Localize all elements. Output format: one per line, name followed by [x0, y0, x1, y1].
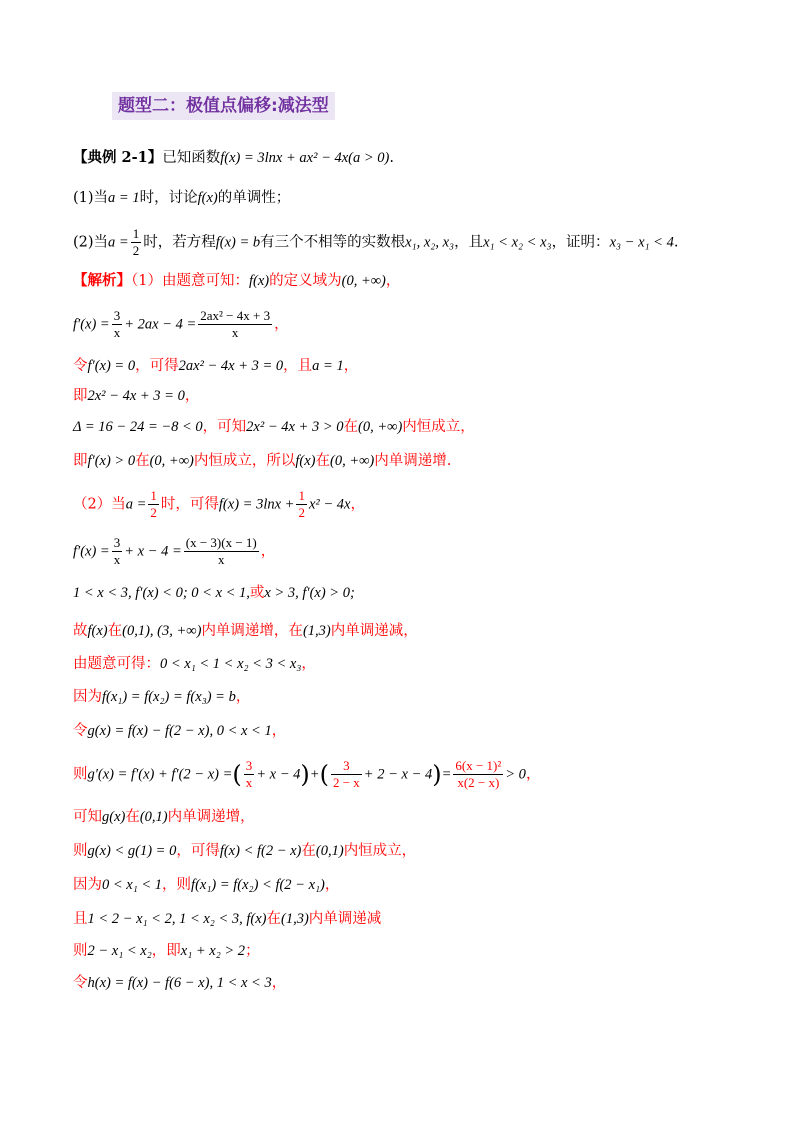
section-heading: 题型二：极值点偏移:减法型 — [112, 92, 335, 120]
solution-line: 因为0 < x₁ < 1，则f(x₁) = f(x₂) < f(2 − x₁)， — [73, 877, 340, 893]
solution-line: Δ = 16 − 24 = −8 < 0，可知2x² − 4x + 3 > 0在(0, +∞)内恒成立， — [73, 419, 475, 435]
solution-line: 令h(x) = f(x) − f(6 − x), 1 < x < 3， — [73, 975, 287, 991]
solution-label: 【解析】 — [73, 272, 131, 289]
solution-line: 因为f(x₁) = f(x₂) = f(x₃) = b， — [73, 689, 251, 705]
solution-line: 令f′(x) = 0，可得2ax² − 4x + 3 = 0，且a = 1， — [73, 358, 359, 374]
solution-line: 即2x² − 4x + 3 = 0， — [73, 388, 200, 404]
derivative-line: f′(x) = $\frac{3}{x}$ + x − 4 = $\frac{(x - 3)(x - 1)}{x}$ ， — [73, 535, 276, 567]
solution-intro: 【解析】（1）由题意可知：f(x)的定义域为(0, +∞)， — [73, 272, 401, 289]
example-statement: 【典例 2-1】已知函数f(x) = 3lnx + ax² − 4x(a > 0). — [73, 149, 394, 166]
question-part-2: (2)当a = $\frac{1}{2}$ 时，若方程f(x) = b有三个不相等的实数根x₁, x₂, x₃，且x₁ < x₂ < x₃，证明：x₃ − x₁ < 4. — [73, 226, 679, 258]
solution-line: 则2 − x₁ < x₂，即x₁ + x₂ > 2； — [73, 943, 260, 959]
solution-line: 令g(x) = f(x) − f(2 − x), 0 < x < 1， — [73, 723, 287, 739]
solution-part-2: （2）当a = $\frac{1}{2}$ 时，可得f(x) = 3lnx + $\frac{1}{2}$ x² − 4x， — [73, 488, 365, 520]
fraction: $\frac{1}{2}$ — [132, 226, 140, 258]
solution-line: 1 < x < 3, f′(x) < 0; 0 < x < 1,或x > 3, f′(x) > 0; — [73, 585, 355, 601]
question-part-1: (1)当a = 1时，讨论f(x)的单调性； — [73, 190, 291, 206]
solution-line: 可知g(x)在(0,1)内单调递增， — [73, 809, 255, 825]
solution-line: 即f′(x) > 0在(0, +∞)内恒成立，所以f(x)在(0, +∞)内单调递增. — [73, 453, 452, 469]
solution-line: 则g(x) < g(1) = 0，可得f(x) < f(2 − x)在(0,1)内恒成立， — [73, 843, 417, 859]
derivative-line: 则g′(x) = f′(x) + f′(2 − x) =( $\frac{3}{x}$ + x − 4)+( $\frac{3}{2 - x}$ + 2 − x − 4)= $\frac{\text{6(x − 1)²}}{x(2 - x)}$ > 0， — [73, 758, 541, 790]
solution-line: 故f(x)在(0,1), (3, +∞)内单调递增，在(1,3)内单调递减， — [73, 623, 418, 639]
derivative-line: f′(x) = $\frac{3}{x}$ + 2ax − 4 = $\frac{\text{2ax² − 4x + 3}}{x}$ ， — [73, 308, 289, 340]
example-label: 【典例 2-1】 — [73, 149, 163, 166]
solution-line: 由题意可得：0 < x₁ < 1 < x₂ < 3 < x₃， — [73, 656, 316, 672]
solution-line: 且1 < 2 − x₁ < 2, 1 < x₂ < 3, f(x)在(1,3)内单调递减 — [73, 911, 382, 927]
